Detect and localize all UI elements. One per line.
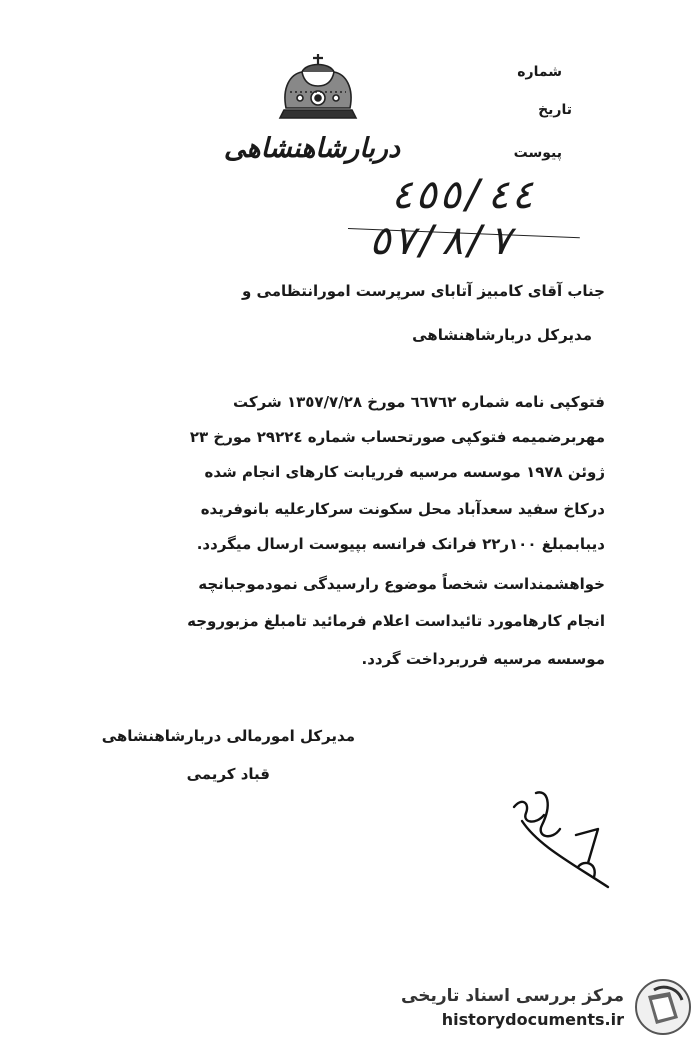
body-line: موسسه مرسیه فرربرداخت گردد.: [361, 650, 605, 668]
watermark-url: historydocuments.ir: [441, 1010, 624, 1029]
body-line: انجام کارهامورد تائیداست اعلام فرمائید تامبلغ مزبوروجه: [187, 612, 605, 630]
body-line: خواهشمنداست شخصاً موضوع رارسیدگی نمودموجبانچه: [198, 575, 605, 593]
watermark-org: مرکز بررسی اسناد تاریخی: [401, 986, 624, 1006]
field-attachment-label: پیوست: [513, 145, 562, 161]
handwritten-signature: [508, 785, 618, 890]
signatory-title: مدیرکل امورمالی دربارشاهنشاهی: [101, 727, 355, 745]
body-line: دیبابمبلغ ١٠٠ر٢٢ فرانک فرانسه بپیوست ارسال میگردد.: [196, 535, 605, 553]
watermark: [400, 978, 692, 1038]
addressee-line: مدیرکل دربارشاهنشاهی: [412, 326, 592, 344]
reference-date: ٥٧/٨/٧: [368, 218, 513, 264]
body-line: ژوئن ١٩٧٨ موسسه مرسیه فرریابت کارهای انجام شده: [204, 463, 605, 481]
document-archive-icon: [634, 978, 692, 1036]
letterhead-title: دربارشاهنشاهی: [223, 133, 400, 164]
signatory-name: قباد کریمی: [186, 765, 270, 783]
body-line: مهربرضمیمه فتوکپی صورتحساب شماره ٢٩٢٢٤ مورخ ٢٣: [189, 428, 605, 446]
body-line: درکاخ سفید سعدآباد محل سکونت سرکارعلیه بانوفریده: [200, 500, 605, 518]
reference-number: ٤٥٥/٤٤: [390, 172, 535, 218]
field-number-label: شماره: [517, 64, 562, 80]
addressee-line: جناب آقای کامبیز آتابای سرپرست امورانتظامی و: [241, 282, 605, 300]
field-date-label: تاریخ: [538, 102, 572, 118]
crown-icon: [272, 52, 364, 124]
body-line: فتوکپی نامه شماره ٦٦٧٦٢ مورخ ١٣٥٧/٧/٢٨ شرکت: [233, 393, 605, 411]
